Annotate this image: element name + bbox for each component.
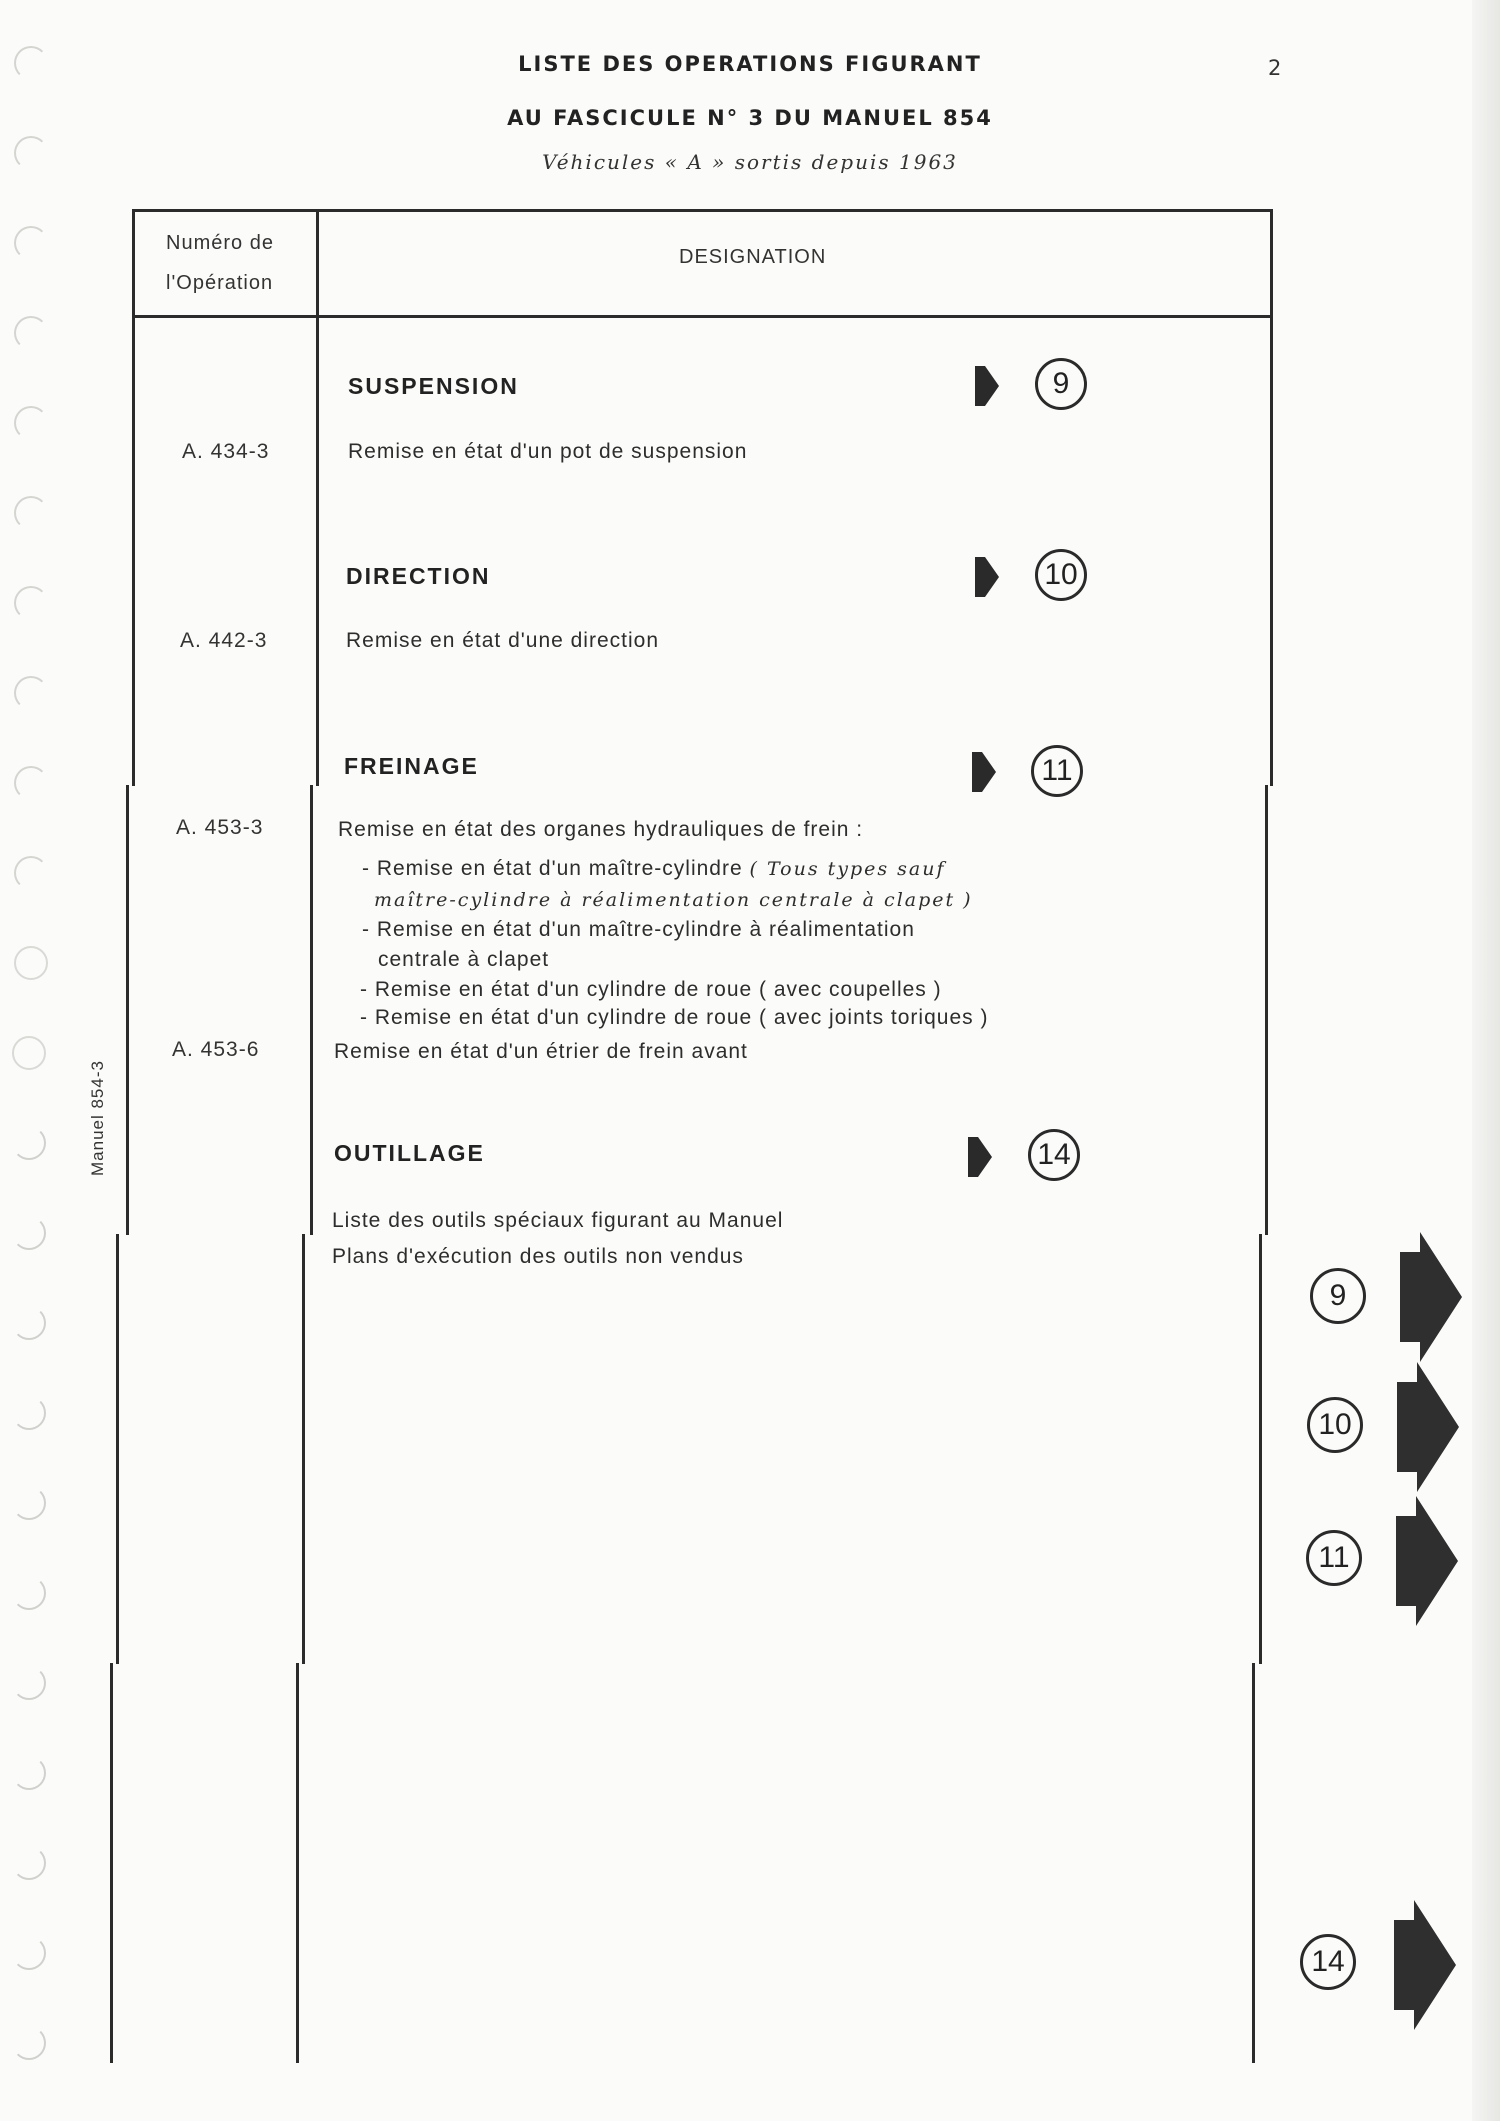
arrow-right-icon <box>973 557 999 597</box>
fascicle-number: 10 <box>1044 558 1078 591</box>
tab-number: 9 <box>1329 1279 1347 1312</box>
tab-circle <box>1306 1530 1362 1586</box>
fascicle-circle-14 <box>1028 1129 1080 1181</box>
section-title-direction: DIRECTION <box>346 563 491 589</box>
tab-circle <box>1307 1397 1363 1453</box>
op-sub-item: - Remise en état d'un maître-cylindre à réalimentation <box>362 918 915 941</box>
section-title-suspension: SUSPENSION <box>348 373 519 399</box>
tab-arrow-icon <box>1397 1362 1459 1492</box>
op-number: A. 442-3 <box>180 629 268 652</box>
op-sub-note-cont: maître-cylindre à réalimentation centrale à clapet ) <box>374 889 973 911</box>
tab-arrow-icon <box>1396 1496 1458 1626</box>
page-subtitle: Véhicules « A » sortis depuis 1963 <box>542 150 958 174</box>
arrow-right-icon <box>973 366 999 406</box>
fascicle-circle-9 <box>1035 358 1087 410</box>
op-sub-text: - Remise en état d'un maître-cylindre <box>362 857 743 880</box>
op-sub-note: ( Tous types sauf <box>749 858 946 880</box>
arrow-right-icon <box>966 1137 992 1177</box>
tool-list-line: Plans d'exécution des outils non vendus <box>332 1245 744 1268</box>
page-number: 2 <box>1268 56 1282 80</box>
tab-arrow-icon <box>1400 1232 1462 1362</box>
op-number: A. 453-6 <box>172 1038 260 1061</box>
col-op-header-line2: l'Opération <box>166 272 274 294</box>
op-description: Remise en état d'un pot de suspension <box>348 440 748 463</box>
op-sub-item: - Remise en état d'un cylindre de roue ( avec coupelles ) <box>360 978 942 1001</box>
op-sub-item-cont: centrale à clapet <box>378 948 550 971</box>
side-label: Manuel 854-3 <box>88 1060 107 1176</box>
arrow-right-icon <box>970 752 996 792</box>
op-number: A. 434-3 <box>182 440 270 463</box>
op-description: Remise en état d'un étrier de frein avant <box>334 1040 748 1063</box>
fascicle-circle-11 <box>1031 745 1083 797</box>
tool-list-line: Liste des outils spéciaux figurant au Manuel <box>332 1209 784 1232</box>
op-sub-item <box>362 857 946 881</box>
fascicle-circle-10 <box>1035 549 1087 601</box>
fascicle-number: 9 <box>1052 367 1070 400</box>
fascicle-number: 14 <box>1037 1138 1071 1171</box>
section-title-outillage: OUTILLAGE <box>334 1140 485 1166</box>
page-title-line1: LISTE DES OPERATIONS FIGURANT <box>518 52 982 76</box>
tab-circle <box>1300 1934 1356 1990</box>
page-edge-shadow <box>1472 0 1500 2121</box>
tab-number: 10 <box>1318 1408 1352 1441</box>
tab-arrow-icon <box>1394 1900 1456 2030</box>
page-title-line2: AU FASCICULE N° 3 DU MANUEL 854 <box>507 106 993 130</box>
tab-number: 11 <box>1318 1541 1350 1574</box>
fascicle-number: 11 <box>1041 754 1073 787</box>
col-designation-header: DESIGNATION <box>679 246 827 268</box>
tab-circle <box>1310 1268 1366 1324</box>
tab-number: 14 <box>1311 1945 1345 1978</box>
col-op-header-line1: Numéro de <box>166 232 274 254</box>
op-sub-item: - Remise en état d'un cylindre de roue ( avec joints toriques ) <box>360 1006 989 1029</box>
op-description: Remise en état des organes hydrauliques de frein : <box>338 818 864 841</box>
op-number: A. 453-3 <box>176 816 264 839</box>
op-description: Remise en état d'une direction <box>346 629 660 652</box>
section-title-freinage: FREINAGE <box>344 753 479 779</box>
